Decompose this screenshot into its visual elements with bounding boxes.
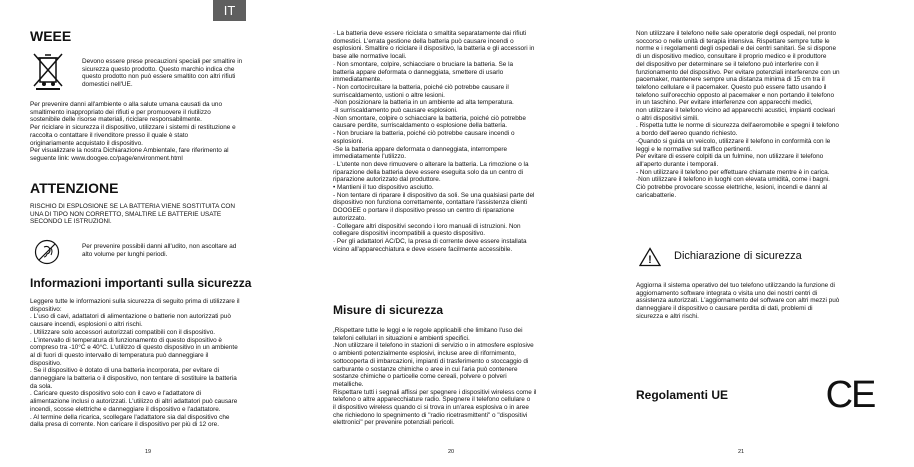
attenzione-body: RISCHIO DI ESPLOSIONE SE LA BATTERIA VIENE SOSTITUITA CON UNA DI TIPO NON CORRETTO, SMALTIRE LE BATTERIE USATE SECONDO LE ISTRUZIONI. xyxy=(30,203,236,226)
page-number: 20 xyxy=(448,449,455,455)
info-title: Informazioni importanti sulla sicurezza xyxy=(30,276,252,290)
page-number: 21 xyxy=(738,449,745,455)
weee-title: WEEE xyxy=(30,28,72,44)
weee-icon-text: Devono essere prese precauzioni speciali per smaltire in sicurezza questo prodotto. Questo marchio indica che questo prodotto non può essere smaltito con altri rifiuti domestici nell'UE. xyxy=(82,58,243,89)
dichiarazione-body: Aggiorna il sistema operativo del tuo telefono utilizzando la funzione di aggiornamento software integrata o visita uno dei nostri centri di assistenza autorizzati. L'aggiornamento del software con altri mezzi può danneggiare il dispositivo o causare perdita di dati, problemi di sicurezza e altri rischi. xyxy=(636,282,840,320)
hearing-warning-icon xyxy=(34,239,60,270)
misure-body: ,Rispettare tutte le leggi e le regole applicabili che limitano l'uso dei telefoni cellulari in situazioni e ambienti specifici. .Non utilizzare il telefono in stazioni di servizio o in atmosfere esplosive o ambienti potenzialmente esplosivi, incluse aree di rifornimento, sottocoperta di imbarcazioni, impianti di trasferimento o stoccaggio di carburante o sostanze chimiche o aree in cui l'aria può contenere sostanze chimiche o particelle come cereali, polvere o polveri metalliche. Rispettare tutti i segnali affissi per spegnere i dispositivi wireless come il telefono o altre apparecchiature radio. Spegnere il telefono cellulare o il dispositivo wireless quando ci si trova in un'area esplosiva o in aree che richiedono lo spegnimento di "radio ricetrasmittenti" o "dispositivi elettronici" per prevenire potenziali pericoli. xyxy=(333,327,537,427)
ce-mark: CE xyxy=(825,374,875,414)
page-19 xyxy=(30,0,265,467)
dichiarazione-title: Dichiarazione di sicurezza xyxy=(674,250,802,262)
misure-title: Misure di sicurezza xyxy=(333,303,444,317)
page-number: 19 xyxy=(145,449,152,455)
page-21 xyxy=(636,0,876,467)
weee-body: Per prevenire danni all'ambiente o alla salute umana causati da uno smaltimento inappropriato dei rifiuti e per promuovere il riutilizzo sostenibile delle risorse materiali, riciclare responsabilmente. Per riciclare in sicurezza il dispositivo, utilizzare i sistemi di restituzione e raccolta o contattare il rivenditore presso il quale è stato originariamente acquistato il dispositivo. Per visualizzare la nostra Dichiarazione Ambientale, fare riferimento al seguente link: www.doogee.cc/page/environment.html xyxy=(30,101,236,162)
warning-glyph: ! xyxy=(648,254,652,266)
weee-bin-icon xyxy=(32,52,64,95)
hospital-body: Non utilizzare il telefono nelle sale operatorie degli ospedali, nel pronto soccorso o nelle unità di terapia intensiva. Rispettare sempre tutte le norme e i regolamenti degli ospedali e dei centri sanitari. Se si dispone di un dispositivo medico, consultare il proprio medico e il produttore del dispositivo per determinare se il telefono può interferire con il funzionamento del dispositivo. Per evitare potenziali interferenze con un pacemaker, mantenere sempre una distanza minima di 15 cm tra il telefono cellulare e il pacemaker. Questo può essere fatto usando il telefono sull'orecchio opposto al pacemaker e non portando il telefono in un taschino. Per evitare interferenze con apparecchi medici, non utilizzare il telefono vicino ad apparecchi acustici, impianti cocleari o altri dispositivi simili. . Rispetta tutte le norme di sicurezza dell'aeromobile e spegni il telefono a bordo dell'aereo quando richiesto. ·Quando si guida un veicolo, utilizzare il telefono in conformità con le leggi e le normative sul traffico pertinenti. Per evitare di essere colpiti da un fulmine, non utilizzare il telefono all'aperto durante i temporali. - Non utilizzare il telefono per effettuare chiamate mentre è in carica. ·Non utilizzare il telefono in luoghi con elevata umidità, come i bagni. Ciò potrebbe provocare scosse elettriche, lesioni, incendi e danni al caricabatterie. xyxy=(636,30,840,199)
attenzione-title: ATTENZIONE xyxy=(30,180,119,196)
page-20 xyxy=(333,0,568,467)
language-tab: IT xyxy=(213,0,246,21)
warning-triangle-icon xyxy=(639,247,661,272)
hearing-warning-text: Per prevenire possibili danni all'udito, non ascoltare ad alto volume per lunghi periodi. xyxy=(82,243,237,258)
battery-body: · La batteria deve essere riciclata o smaltita separatamente dai rifiuti domestici. L'errata gestione della batteria può causare incendi o esplosioni. Smaltire o riciclare il dispositivo, la batteria e gli accessori in base alle normative locali. · Non smontare, colpire, schiacciare o bruciare la batteria. Se la batteria appare deformata o danneggiata, smettere di usarlo immediatamente. - Non cortocircuitare la batteria, poiché ciò potrebbe causare il surriscaldamento, ustioni o altre lesioni. -Non posizionare la batteria in un ambiente ad alta temperatura. -Il surriscaldamento può causare esplosioni. -Non smontare, colpire o schiacciare la batteria, poiché ciò potrebbe causare perdite, surriscaldamento o esplosione della batteria. - Non bruciare la batteria, poiché ciò potrebbe causare incendi o esplosioni. -Se la batteria appare deformata o danneggiata, interrompere immediatamente l'utilizzo. · L'utente non deve rimuovere o alterare la batteria. La rimozione o la riparazione della batteria deve essere eseguita solo da un centro di riparazione autorizzato dal produttore. • Mantieni il tuo dispositivo asciutto. - Non tentare di riparare il dispositivo da soli. Se una qualsiasi parte del dispositivo non funziona correttamente, contattare l'assistenza clienti DOOGEE o portare il dispositivo presso un centro di riparazione autorizzato. · Collegare altri dispositivi secondo i loro manuali di istruzioni. Non collegare dispositivi incompatibili a questo dispositivo. · Per gli adattatori AC/DC, la presa di corrente deve essere installata vicino all'apparecchiatura e deve essere facilmente accessibile. xyxy=(333,30,535,253)
info-body: Leggere tutte le informazioni sulla sicurezza di seguito prima di utilizzare il dispositivo: . L'uso di cavi, adattatori di alimentazione o batterie non autorizzati può causare incendi, esplosioni o altri rischi. . Utilizzare solo accessori autorizzati compatibili con il dispositivo. . L'intervallo di temperatura di funzionamento di questo dispositivo è compreso tra -10°C e 40°C. L'utilizzo di questo dispositivo in un ambiente al di fuori di questo intervallo di temperatura può danneggiare il dispositivo. . Se il dispositivo è dotato di una batteria incorporata, per evitare di danneggiare la batteria o il dispositivo, non tentare di sostituire la batteria da sola. . Caricare questo dispositivo solo con il cavo e l'adattatore di alimentazione inclusi o autorizzati. L'utilizzo di altri adattatori può causare incendi, scosse elettriche e danneggiare il dispositivo e l'adattatore. . Al termine della ricarica, scollegare l'adattatore sia dal dispositivo che dalla presa di corrente. Non caricare il dispositivo per più di 12 ore. xyxy=(30,298,240,429)
ce-mark-icon xyxy=(824,374,876,419)
regolamenti-title: Regolamenti UE xyxy=(636,388,729,402)
